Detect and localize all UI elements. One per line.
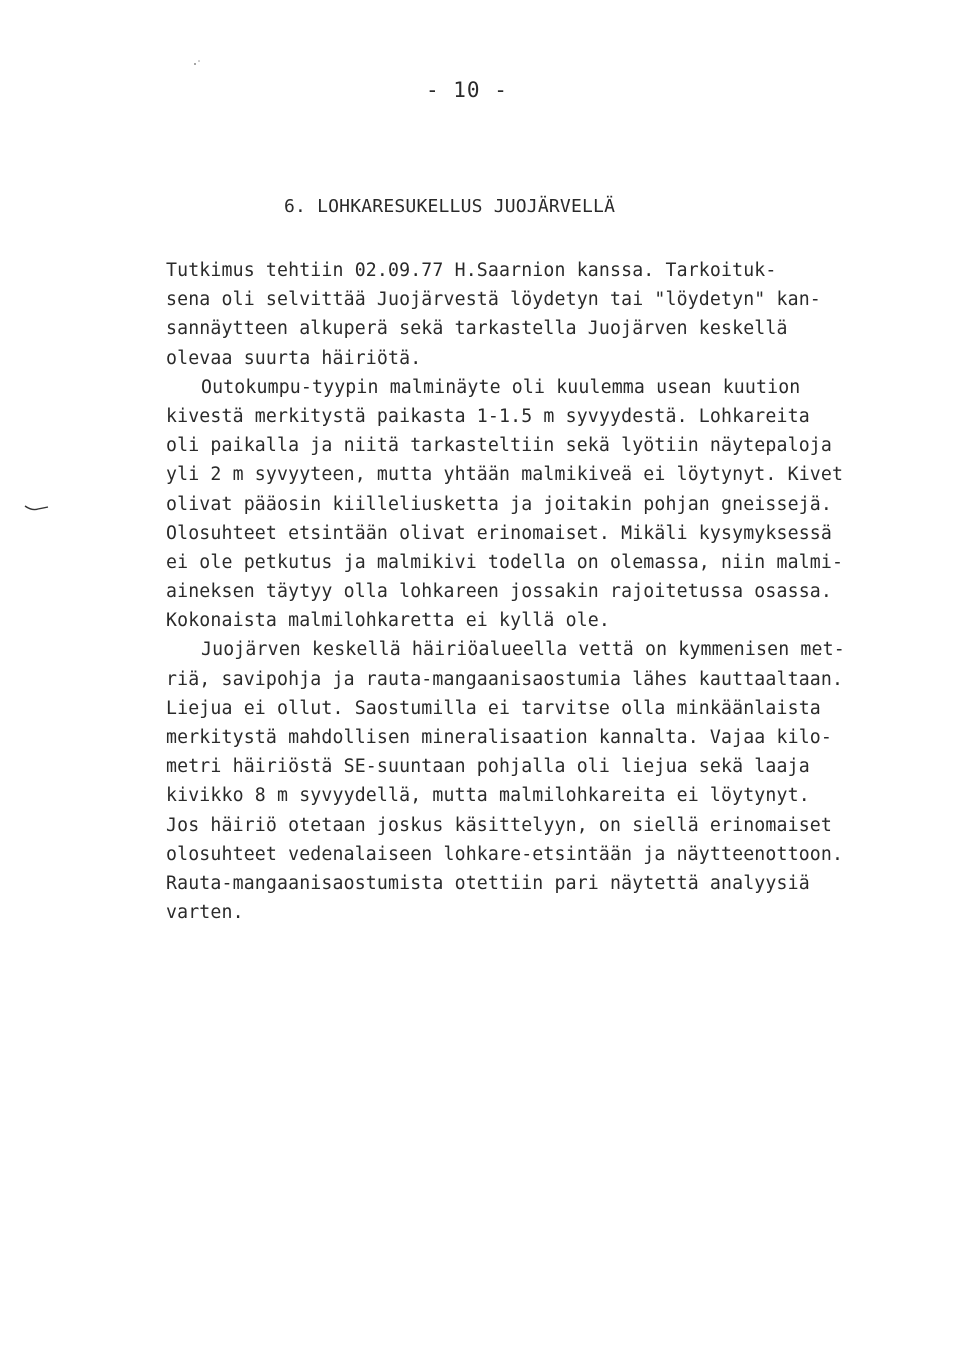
text-line: yli 2 m syvyyteen, mutta yhtään malmikiveä ei löytynyt. Kivet (166, 464, 844, 486)
section-heading: 6. LOHKARESUKELLUS JUOJÄRVELLÄ (284, 196, 616, 217)
body-text (166, 256, 906, 927)
text-line: merkitystä mahdollisen mineralisaation kannalta. Vajaa kilo- (166, 727, 832, 748)
ink-speck-icon (192, 58, 202, 68)
text-line: sannäytteen alkuperä sekä tarkastella Juojärven keskellä (166, 318, 788, 340)
text-line: Kokonaista malmilohkaretta ei kyllä ole. (166, 610, 610, 632)
text-line: Olosuhteet etsintään olivat erinomaiset. Mikäli kysymyksessä (166, 522, 832, 544)
text-line: Liejua ei ollut. Saostumilla ei tarvitse olla minkäänlaista (166, 697, 821, 719)
text-line: olosuhteet vedenalaiseen lohkare-etsintään ja näytteenottoon. (166, 843, 844, 865)
text-line: olevaa suurta häiriötä. (166, 347, 422, 369)
margin-tick-mark-icon (24, 504, 50, 512)
page-number: - 10 - (426, 78, 508, 102)
text-line: Jos häiriö otetaan joskus käsittelyyn, on siellä erinomaiset (166, 814, 832, 836)
text-line: ei ole petkutus ja malmikivi todella on olemassa, niin malmi- (166, 551, 844, 573)
text-line: sena oli selvittää Juojärvestä löydetyn tai "löydetyn" kan- (166, 289, 821, 311)
text-line: oli paikalla ja niitä tarkasteltiin sekä lyötiin näytepaloja (166, 435, 832, 457)
text-line: Juojärven keskellä häiriöalueella vettä on kymmenisen met- (201, 639, 845, 661)
text-line: aineksen täytyy olla lohkareen jossakin rajoitetussa osassa. (166, 581, 832, 603)
text-line: Tutkimus tehtiin 02.09.77 H.Saarnion kanssa. Tarkoituk- (166, 260, 777, 281)
text-line: kivestä merkitystä paikasta 1-1.5 m syvyydestä. Lohkareita (166, 405, 810, 427)
text-line: varten. (166, 902, 244, 924)
text-line: olivat pääosin kiilleliusketta ja joitakin pohjan gneissejä. (166, 493, 832, 515)
text-line: metri häiriöstä SE-suuntaan pohjalla oli liejua sekä laaja (166, 756, 810, 778)
text-line: Outokumpu-tyypin malminäyte oli kuulemma usean kuution (201, 376, 801, 398)
text-line: Rauta-mangaanisaostumista otettiin pari näytettä analyysiä (166, 872, 810, 894)
text-line: kivikko 8 m syvyydellä, mutta malmilohkareita ei löytynyt. (166, 785, 810, 807)
text-line: riä, savipohja ja rauta-mangaanisaostumia lähes kauttaaltaan. (166, 668, 844, 690)
